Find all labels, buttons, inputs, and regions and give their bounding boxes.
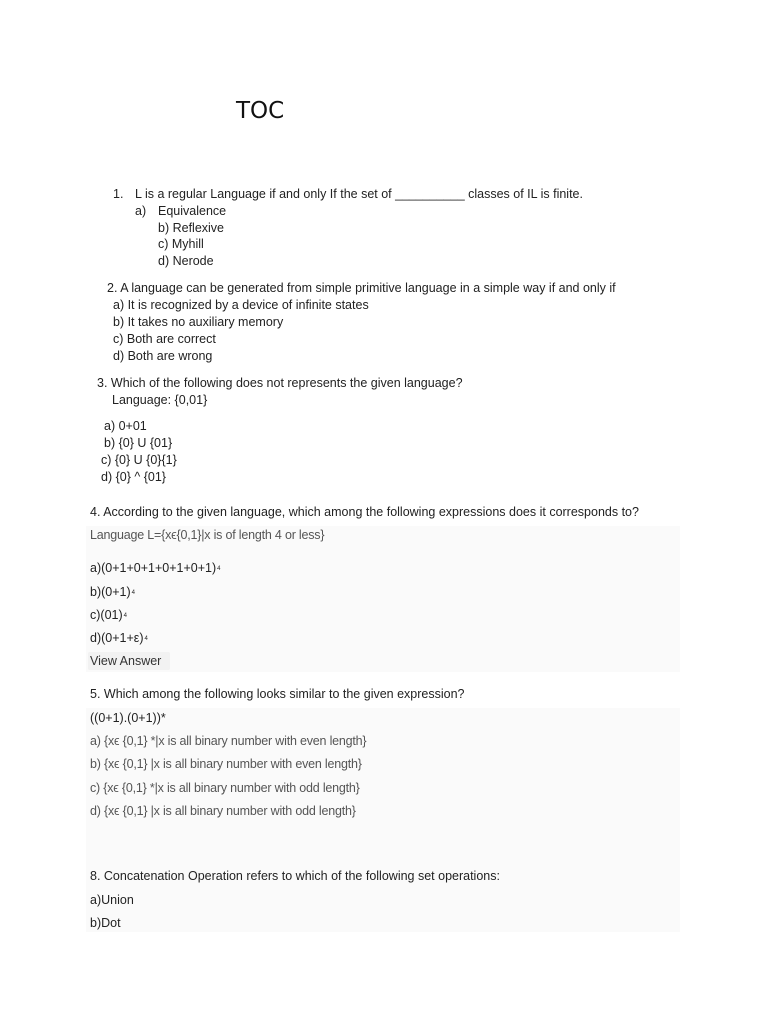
q3-option-c: c) {0} U {0}{1} xyxy=(101,453,177,467)
q5-expression: ((0+1).(0+1))* xyxy=(90,711,166,725)
q2-option-b: b) It takes no auxiliary memory xyxy=(113,315,284,329)
q1-option-b: b) Reflexive xyxy=(158,221,224,235)
page-title: TOC xyxy=(236,98,285,124)
q3-option-a: a) 0+01 xyxy=(104,419,147,433)
q3-option-d: d) {0} ^ {01} xyxy=(101,470,166,484)
view-answer-button[interactable]: View Answer xyxy=(90,654,162,668)
q1-number: 1. xyxy=(113,187,124,201)
q3-option-b: b) {0} U {01} xyxy=(104,436,173,450)
q1-option-a-text: Equivalence xyxy=(158,204,227,218)
q4-option-a-superscript: 4 xyxy=(217,566,221,572)
q4-option-a xyxy=(90,560,221,576)
q2-option-d: d) Both are wrong xyxy=(113,349,213,363)
q2-text: 2. A language can be generated from simple primitive language in a simple way if and only if xyxy=(107,281,616,295)
q3-text: 3. Which of the following does not represents the given language? xyxy=(97,376,463,390)
q1-option-d: d) Nerode xyxy=(158,254,214,268)
q8-option-a: a)Union xyxy=(90,893,134,907)
q5-option-a: a) {xϵ {0,1} *|x is all binary number with even length} xyxy=(90,734,367,748)
q5-option-d: d) {xϵ {0,1} |x is all binary number with odd length} xyxy=(90,804,356,818)
q3-language: Language: {0,01} xyxy=(112,393,208,407)
q8-option-b: b)Dot xyxy=(90,916,121,930)
q2-option-a: a) It is recognized by a device of infinite states xyxy=(113,298,369,312)
q4-option-b-superscript: 4 xyxy=(131,590,135,596)
q4-language: Language L={xϵ{0,1}|x is of length 4 or less} xyxy=(90,528,325,542)
q5-text: 5. Which among the following looks similar to the given expression? xyxy=(90,687,465,701)
q4-text: 4. According to the given language, which among the following expressions does it corresponds to? xyxy=(90,505,639,519)
q4-option-a-text: a)(0+1+0+1+0+1+0+1) xyxy=(90,561,217,575)
q4-option-c xyxy=(90,607,127,623)
q4-option-d-text: d)(0+1+ε) xyxy=(90,631,144,645)
q4-option-c-text: c)(01) xyxy=(90,608,123,622)
q1-option-c: c) Myhill xyxy=(158,237,204,251)
q1-text: L is a regular Language if and only If the set of __________ classes of IL is finite. xyxy=(135,187,583,201)
q4-option-d xyxy=(90,630,148,646)
q4-option-b xyxy=(90,584,135,600)
q4-option-d-superscript: 4 xyxy=(144,636,148,642)
q4-panel xyxy=(86,526,680,672)
q1-option-a-marker: a) xyxy=(135,204,147,218)
q4-option-b-text: b)(0+1) xyxy=(90,585,131,599)
q5-option-c: c) {xϵ {0,1} *|x is all binary number with odd length} xyxy=(90,781,360,795)
q4-option-c-superscript: 4 xyxy=(123,613,127,619)
q2-option-c: c) Both are correct xyxy=(113,332,216,346)
q5-option-b: b) {xϵ {0,1} |x is all binary number with even length} xyxy=(90,757,362,771)
q8-text: 8. Concatenation Operation refers to which of the following set operations: xyxy=(90,869,500,883)
